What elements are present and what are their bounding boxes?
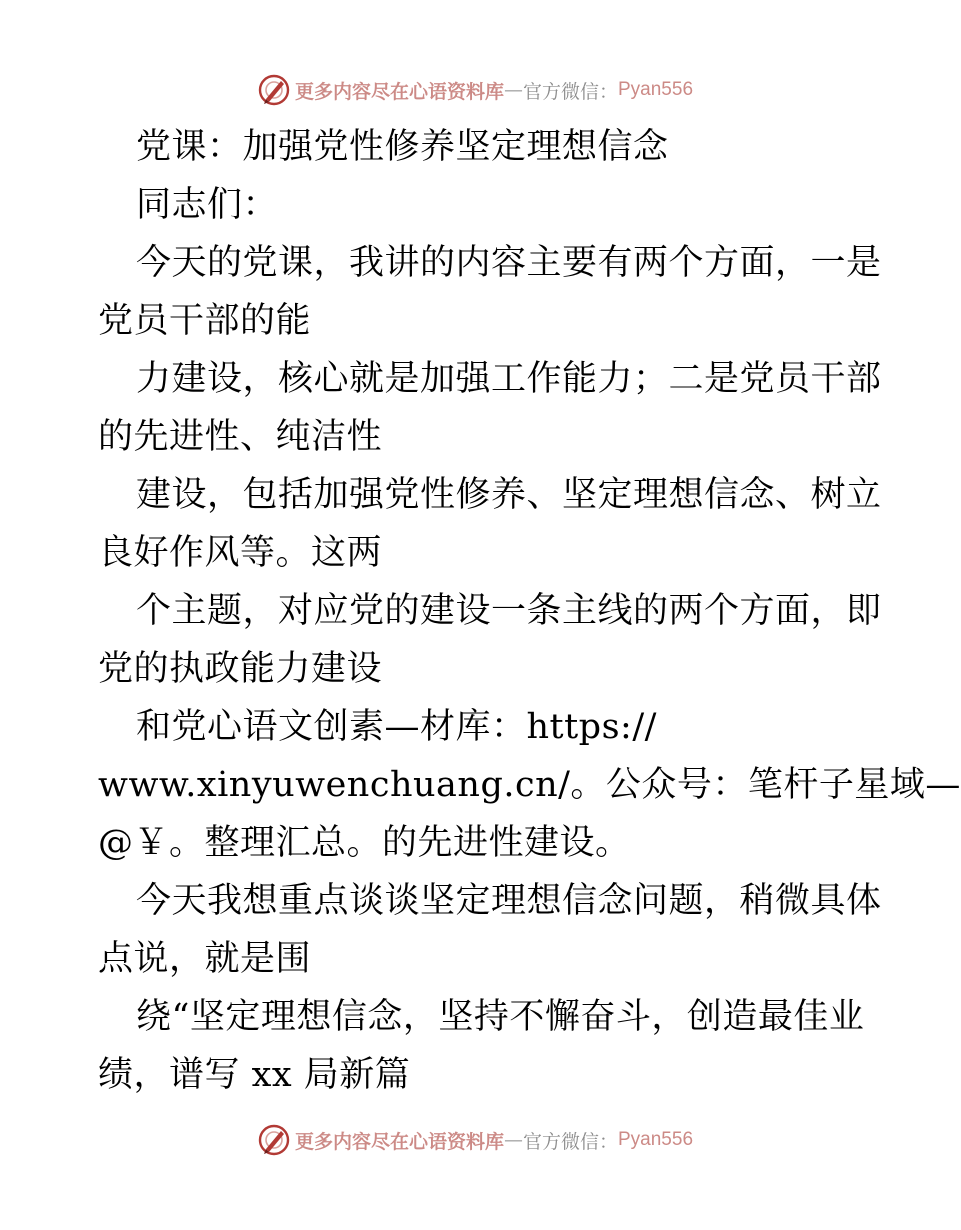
doc-line: 和党心语文创素—材库：https://: [136, 707, 657, 747]
banner-wechat-id: Pyan556: [618, 79, 694, 100]
doc-line: 的先进性、纯洁性: [98, 417, 383, 457]
pen-logo-icon: [257, 73, 291, 107]
banner-label: 官方微信：: [522, 1130, 618, 1153]
doc-line: 建设，包括加强党性修养、坚定理想信念、树立: [136, 475, 882, 515]
doc-line: 绕“坚定理想信念，坚持不懈奋斗，创造最佳业: [136, 997, 865, 1037]
banner-dash: —: [503, 1129, 523, 1151]
doc-line: 绩，谱写 xx 局新篇: [98, 1055, 411, 1095]
doc-line: 党的执政能力建设: [98, 649, 383, 689]
banner-label: 官方微信：: [522, 80, 618, 103]
banner-dash: —: [503, 79, 523, 101]
header-banner: [0, 70, 950, 110]
doc-line: www.xinyuwenchuang.cn/。公众号：笔杆子星域—: [98, 765, 961, 805]
doc-line: 个主题，对应党的建设一条主线的两个方面，即: [136, 591, 882, 631]
document-body: [98, 118, 961, 1104]
doc-line: 今天的党课，我讲的内容主要有两个方面，一是: [136, 243, 882, 283]
doc-line: 良好作风等。这两: [98, 533, 383, 573]
banner-wechat-id: Pyan556: [618, 1129, 694, 1150]
doc-title: 党课：加强党性修养坚定理想信念: [136, 127, 669, 167]
doc-line: 今天我想重点谈谈坚定理想信念问题，稍微具体: [136, 881, 882, 921]
doc-line: 力建设，核心就是加强工作能力；二是党员干部: [136, 359, 882, 399]
doc-line: @￥。整理汇总。的先进性建设。: [98, 823, 631, 863]
doc-line: 党员干部的能: [98, 301, 312, 341]
doc-line: 点说，就是围: [98, 939, 312, 979]
footer-banner: [0, 1120, 950, 1160]
doc-line: 同志们：: [136, 185, 279, 225]
banner-main-text: 更多内容尽在心语资料库: [294, 1130, 504, 1153]
pen-logo-icon: [257, 1123, 291, 1157]
banner-main-text: 更多内容尽在心语资料库: [294, 80, 504, 103]
